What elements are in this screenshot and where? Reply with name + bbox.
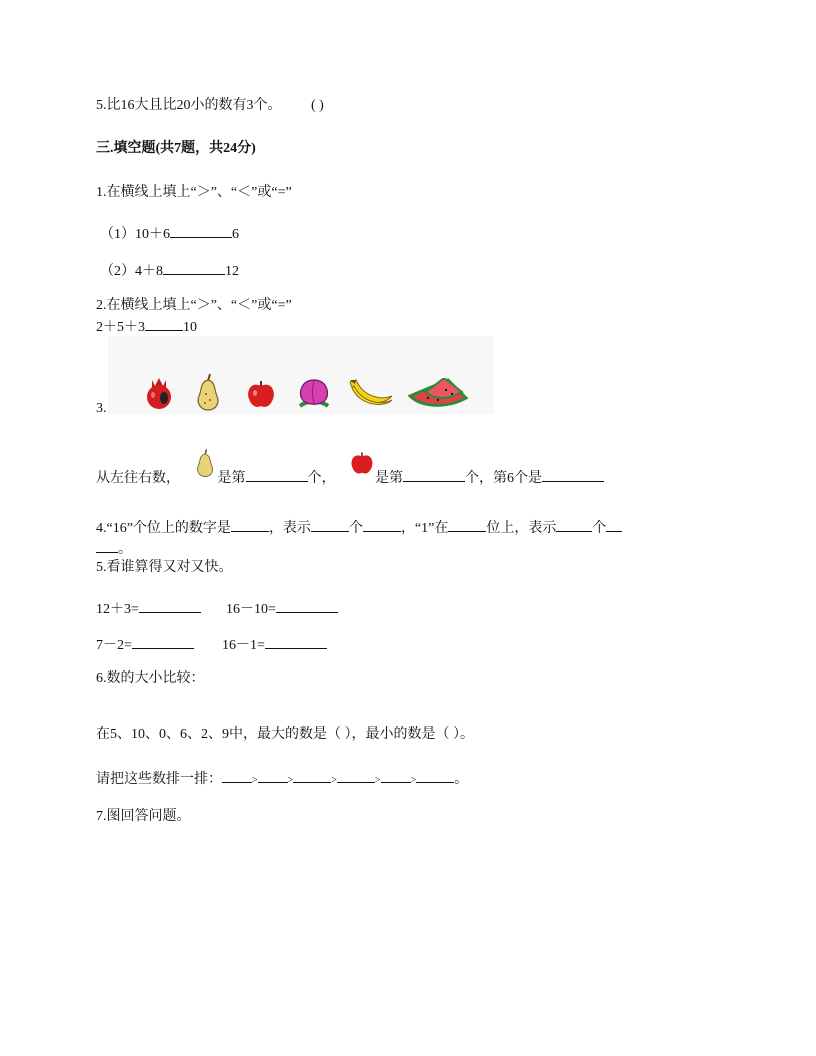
question-1-stem: 1.在横线上填上“＞”、“＜”或“=” [96, 185, 292, 200]
answer-blank[interactable] [556, 517, 592, 532]
q4-part-5: 位上，表示 [486, 521, 557, 536]
question-6-line-2 [96, 768, 468, 790]
question-4-line-2 [96, 538, 132, 559]
answer-blank[interactable] [403, 467, 465, 482]
answer-blank[interactable] [139, 598, 201, 613]
answer-blank[interactable] [222, 768, 252, 783]
q4-part-3: 个 [348, 521, 363, 536]
gt-symbol: > [252, 775, 258, 786]
judge-question-5 [96, 97, 324, 115]
question-6-line-1: 在5、10、0、6、2、9中，最大的数是（ ），最小的数是（ ）。 [96, 727, 474, 742]
q4-end: 。 [118, 542, 132, 557]
expression: 2＋5＋3 [96, 320, 145, 335]
apple-icon [246, 378, 276, 410]
q4-part-1: 4.“16”个位上的数字是 [96, 521, 231, 536]
section-title: 三.填空题(共7题，共24分) [96, 141, 256, 156]
banana-icon [346, 374, 396, 412]
question-3-number: 3. [96, 401, 107, 416]
calc-expression: 16－1= [222, 638, 265, 653]
q3-is-nth-2: 是第 [375, 471, 403, 486]
calc-item [96, 598, 201, 619]
question-2-expression [96, 316, 197, 337]
answer-blank[interactable] [381, 768, 411, 783]
answer-blank[interactable] [416, 768, 454, 783]
q4-part-2: ，表示 [268, 521, 311, 536]
answer-blank[interactable] [246, 467, 308, 482]
gt-symbol: > [374, 775, 381, 786]
calc-item [222, 634, 327, 655]
calc-item [96, 634, 194, 655]
question-2-stem: 2.在横线上填上“＞”、“＜”或“=” [96, 298, 292, 313]
calc-item [226, 598, 338, 619]
judge-question-5-text: 5.比16大且比20小的数有3个。 [96, 98, 282, 113]
pear-icon [192, 458, 218, 488]
pomegranate-icon [144, 374, 174, 410]
answer-blank[interactable] [145, 316, 183, 331]
answer-blank[interactable] [606, 517, 622, 532]
answer-blank[interactable] [96, 538, 118, 553]
q6-line-2-lead: 请把这些数排一排： [96, 772, 222, 787]
calc-expression: 12＋3= [96, 602, 139, 617]
answer-blank[interactable] [337, 768, 375, 783]
q3-ge-1: 个， [307, 471, 336, 486]
q4-part-4: ，“1”在 [400, 521, 449, 536]
question-5-stem: 5.看谁算得又对又快。 [96, 560, 233, 575]
calc-expression: 7－2= [96, 638, 132, 653]
answer-blank[interactable] [276, 598, 338, 613]
answer-blank[interactable] [231, 517, 269, 532]
item-label: （1）10＋6 [100, 227, 170, 242]
watermelon-icon [408, 378, 470, 410]
answer-blank[interactable] [265, 634, 327, 649]
question-1-item-2 [100, 260, 239, 281]
question-7-stem: 7.图回答问题。 [96, 809, 191, 824]
answer-paren[interactable]: ( ) [311, 98, 324, 113]
q3-lead: 从左往右数， [96, 471, 180, 486]
answer-blank[interactable] [311, 517, 349, 532]
answer-blank[interactable] [293, 768, 331, 783]
item-after: 12 [225, 264, 239, 279]
expression-after: 10 [183, 320, 197, 335]
answer-blank[interactable] [258, 768, 288, 783]
answer-blank[interactable] [542, 467, 604, 482]
item-after: 6 [232, 227, 239, 242]
q4-part-6: 个 [592, 521, 607, 536]
item-label: （2）4＋8 [100, 264, 163, 279]
question-1-item-1 [100, 223, 239, 244]
calc-expression: 16－10= [226, 602, 276, 617]
fruit-strip [108, 336, 494, 414]
answer-blank[interactable] [132, 634, 194, 649]
apple-icon [349, 458, 375, 488]
pear-icon [194, 372, 222, 412]
gt-symbol: > [410, 775, 417, 786]
answer-blank[interactable] [163, 260, 225, 275]
q6-end: 。 [454, 772, 469, 787]
question-6-stem: 6.数的大小比较： [96, 671, 205, 686]
question-4-line-1 [96, 517, 622, 538]
q3-ge-2: 个，第6个是 [465, 471, 542, 486]
answer-blank[interactable] [170, 223, 232, 238]
q3-is-nth-1: 是第 [217, 471, 246, 486]
gt-symbol: > [331, 775, 337, 786]
gt-symbol: > [287, 775, 294, 786]
question-3-text [96, 458, 604, 488]
answer-blank[interactable] [363, 517, 401, 532]
peach-icon [294, 376, 334, 412]
answer-blank[interactable] [448, 517, 486, 532]
